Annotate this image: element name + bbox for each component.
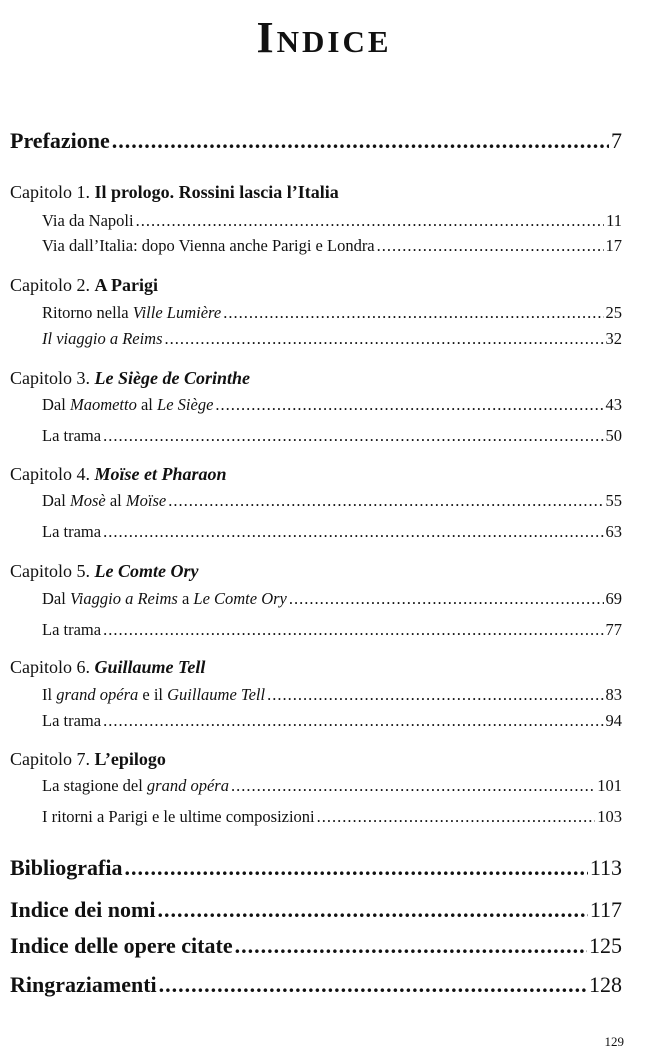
toc-entry-label: Indice dei nomi [10,897,156,922]
section-label: Ritorno nella Ville Lumière [42,303,222,322]
section-label: I ritorni a Parigi e le ultime composizioni [42,807,315,826]
dot-leader [223,303,603,323]
toc-section [42,491,622,511]
toc-entry-label: Prefazione [10,128,110,153]
section-page: 43 [605,395,622,414]
section-label: Via da Napoli [42,211,134,230]
page-number: 129 [604,1034,624,1049]
section-label: Il grand opéra e il Guillaume Tell [42,685,266,704]
chapter-prefix: Capitolo 4. [10,464,90,484]
toc-entry-bibliografia [10,855,622,881]
section-label: Dal Mosè al Moïse [42,491,167,510]
dot-leader [103,711,603,731]
toc-section [42,685,622,705]
chapter-prefix: Capitolo 2. [10,275,90,295]
chapter-heading-2 [10,275,622,296]
toc-section [42,395,622,415]
toc-section [42,329,622,349]
chapter-title: Le Siège de Corinthe [94,368,250,388]
chapter-heading-7 [10,749,622,770]
toc-entry-indice-dei-nomi [10,897,622,923]
section-label: La trama [42,620,102,639]
section-page: 55 [605,491,622,510]
chapter-heading-5 [10,561,622,582]
toc-entry-page: 125 [589,933,622,958]
dot-leader [124,855,587,881]
chapter-title: A Parigi [94,275,158,295]
toc-section [42,211,622,231]
section-label: La trama [42,522,102,541]
dot-leader [231,776,595,796]
toc-entry-label: Indice delle opere citate [10,933,233,958]
dot-leader [103,426,603,446]
section-label: La trama [42,426,102,445]
section-page: 25 [605,303,622,322]
section-page: 101 [597,776,622,795]
chapter-prefix: Capitolo 5. [10,561,90,581]
section-page: 83 [605,685,622,704]
dot-leader [165,329,604,349]
toc-section [42,620,622,640]
toc-entry-ringraziamenti [10,972,622,998]
dot-leader [215,395,603,415]
chapter-title: Il prologo. Rossini lascia l’Italia [94,182,339,202]
section-label: Dal Maometto al Le Siège [42,395,214,414]
toc-entry-prefazione [10,128,622,154]
dot-leader [136,211,605,231]
section-page: 32 [605,329,622,348]
chapter-prefix: Capitolo 7. [10,749,90,769]
dot-leader [317,807,596,827]
section-label: Il viaggio a Reims [42,329,163,348]
chapter-heading-4 [10,464,622,485]
chapter-title: Guillaume Tell [94,657,206,677]
dot-leader [103,522,603,542]
dot-leader [377,236,604,256]
toc-section [42,589,622,609]
toc-section [42,426,622,446]
dot-leader [159,972,587,998]
dot-leader [168,491,603,511]
toc-entry-indice-opere [10,933,622,959]
chapter-prefix: Capitolo 6. [10,657,90,677]
chapter-prefix: Capitolo 3. [10,368,90,388]
section-page: 11 [606,211,622,230]
toc-section [42,711,622,731]
page-title: Indice [256,13,392,62]
toc-section [42,807,622,827]
chapter-heading-6 [10,657,622,678]
chapter-heading-3 [10,368,622,389]
section-page: 103 [597,807,622,826]
toc-entry-label: Ringraziamenti [10,972,157,997]
section-page: 63 [605,522,622,541]
dot-leader [157,897,587,923]
chapter-title: Le Comte Ory [94,561,199,581]
toc-entry-page: 117 [589,897,622,922]
toc-section [42,522,622,542]
section-label: Via dall’Italia: dopo Vienna anche Parigi e Londra [42,236,375,255]
chapter-title: L’epilogo [94,749,166,769]
section-page: 94 [605,711,622,730]
section-label: La stagione del grand opéra [42,776,229,795]
toc-entry-label: Bibliografia [10,855,123,880]
toc-section [42,303,622,323]
chapter-heading-1 [10,182,622,203]
toc-section [42,236,622,256]
chapter-title: Moïse et Pharaon [94,464,227,484]
section-label: La trama [42,711,102,730]
toc-entry-page: 7 [611,128,622,153]
toc-entry-page: 113 [589,855,622,880]
section-page: 17 [605,236,622,255]
dot-leader [267,685,603,705]
dot-leader [112,128,609,154]
dot-leader [235,933,587,959]
section-page: 69 [605,589,622,608]
section-label: Dal Viaggio a Reims a Le Comte Ory [42,589,287,608]
section-page: 77 [605,620,622,639]
section-page: 50 [605,426,622,445]
chapter-prefix: Capitolo 1. [10,182,90,202]
dot-leader [289,589,604,609]
toc-entry-page: 128 [589,972,622,997]
dot-leader [103,620,603,640]
toc-section [42,776,622,796]
